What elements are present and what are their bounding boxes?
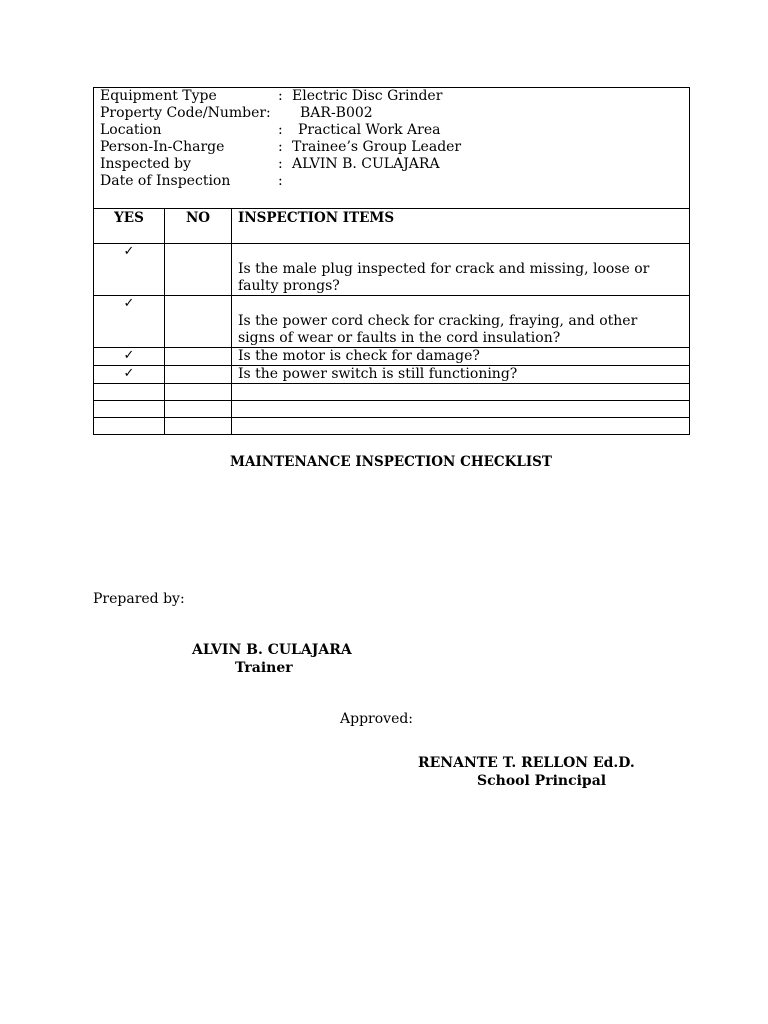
yes-check-icon: ✓ <box>94 244 165 296</box>
no-header: NO <box>165 209 232 244</box>
table-row-empty <box>94 401 690 418</box>
yes-check-icon: ✓ <box>94 296 165 348</box>
info-person-in-charge: Person-In-Charge : Trainee’s Group Leader <box>100 139 462 155</box>
table-row-empty <box>94 384 690 401</box>
approver-name: RENANTE T. RELLON Ed.D. <box>418 755 635 771</box>
preparer-name: ALVIN B. CULAJARA <box>192 642 352 658</box>
document-title: MAINTENANCE INSPECTION CHECKLIST <box>230 454 552 470</box>
table-row <box>94 366 690 384</box>
table-row <box>94 244 690 296</box>
preparer-role: Trainer <box>235 660 293 676</box>
equipment-info <box>94 88 690 209</box>
inspection-item: Is the motor is check for damage? <box>232 348 690 366</box>
prepared-by-label: Prepared by: <box>93 591 185 607</box>
inspection-item: Is the power cord check for cracking, fraying, and other signs of wear or faults in the cord insulation? <box>232 296 690 348</box>
checklist-table <box>93 87 690 435</box>
info-location: Location : Practical Work Area <box>100 122 441 138</box>
inspection-item: Is the power switch is still functioning? <box>232 366 690 384</box>
items-header: INSPECTION ITEMS <box>232 209 690 244</box>
table-row <box>94 348 690 366</box>
no-cell <box>165 244 232 296</box>
no-cell <box>165 296 232 348</box>
yes-check-icon: ✓ <box>94 366 165 384</box>
table-row <box>94 296 690 348</box>
approved-label: Approved: <box>340 711 414 727</box>
no-cell <box>165 348 232 366</box>
table-row-empty <box>94 418 690 435</box>
yes-check-icon: ✓ <box>94 348 165 366</box>
inspection-item: Is the male plug inspected for crack and missing, loose or faulty prongs? <box>232 244 690 296</box>
info-date-of-inspection: Date of Inspection : <box>100 173 283 189</box>
equipment-info-row <box>94 88 690 209</box>
info-equipment-type: Equipment Type : Electric Disc Grinder <box>100 88 443 104</box>
info-inspected-by: Inspected by : ALVIN B. CULAJARA <box>100 156 440 172</box>
inspection-form <box>93 87 689 435</box>
yes-header: YES <box>94 209 165 244</box>
approver-role: School Principal <box>477 773 607 789</box>
column-header-row <box>94 209 690 244</box>
no-cell <box>165 366 232 384</box>
info-property-code: Property Code/Number: BAR-B002 <box>100 105 373 121</box>
